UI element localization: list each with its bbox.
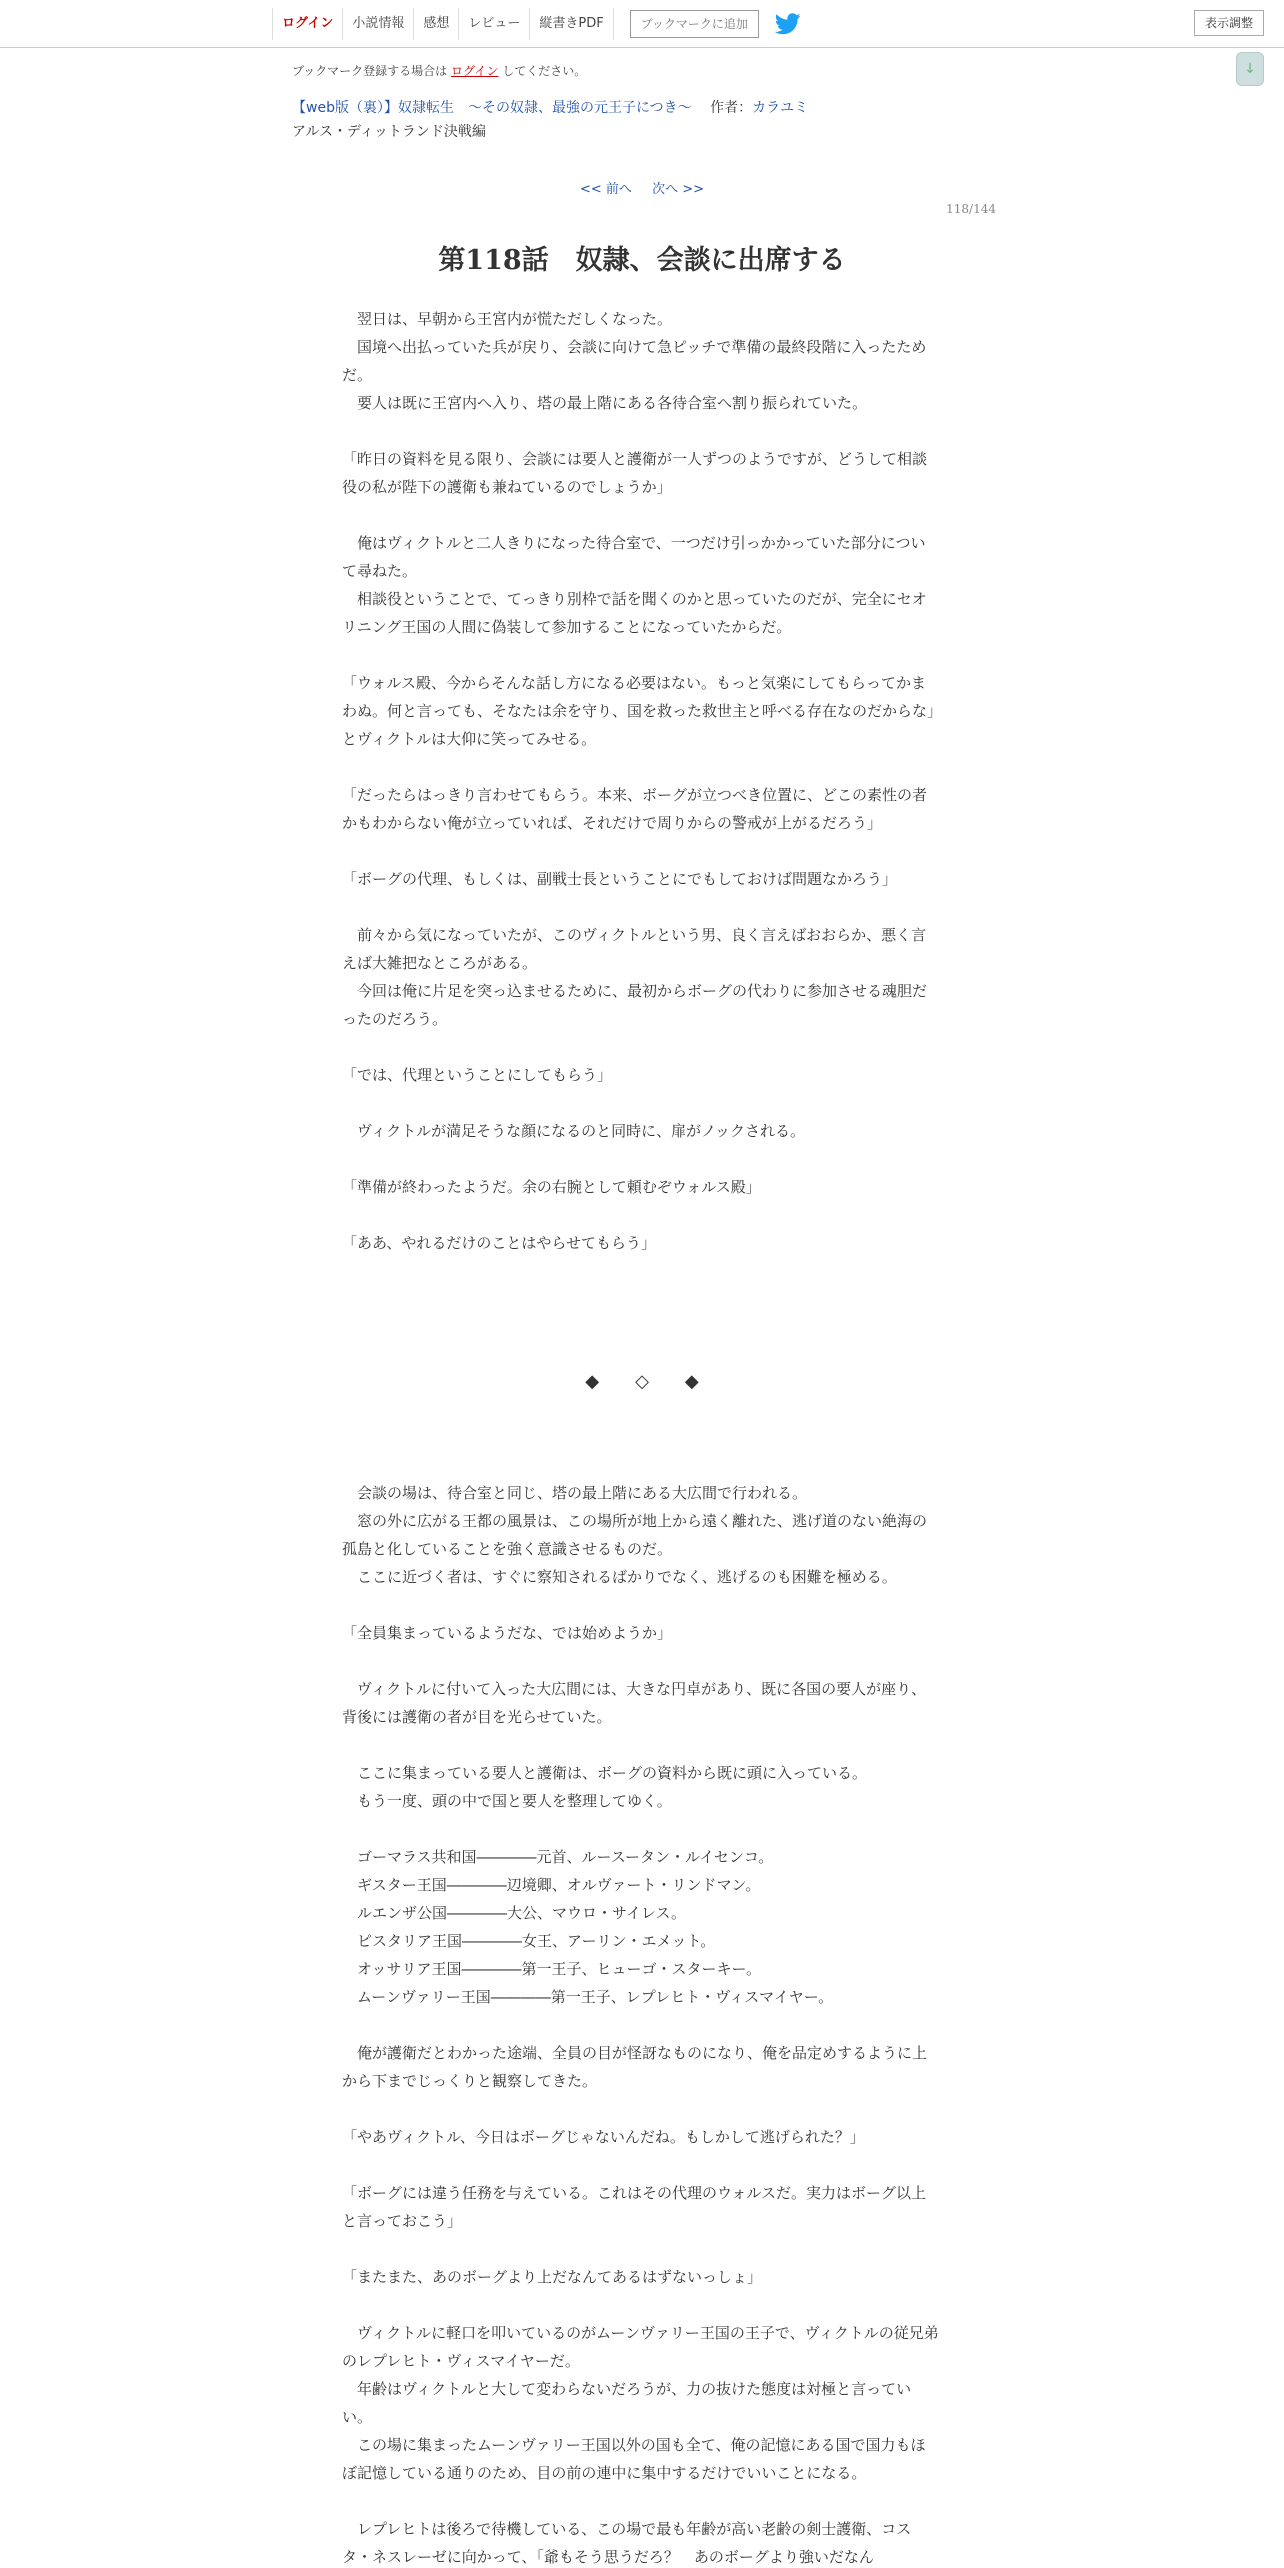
body-paragraph: 年齢はヴィクトルと大して変わらないだろうが、力の抜けた態度は対極と言っていい。 bbox=[342, 2380, 912, 2426]
author-label: 作者： bbox=[710, 100, 753, 116]
chapter-title: 第118話 奴隷、会談に出席する bbox=[438, 245, 846, 276]
body-paragraph: ヴィクトルに付いて入った大広間には、大きな円卓があり、既に各国の要人が座り、背後には護衛の者が目を光らせていた。 bbox=[342, 1680, 927, 1726]
body-paragraph bbox=[342, 2151, 940, 2179]
body-paragraph bbox=[342, 1033, 940, 1061]
body-paragraph bbox=[342, 1145, 940, 1173]
novel-info-link[interactable]: 小説情報 bbox=[342, 8, 413, 40]
body-paragraph bbox=[342, 501, 940, 529]
body-paragraph bbox=[342, 1201, 940, 1229]
login-notice-link[interactable]: ログイン bbox=[451, 64, 499, 78]
body-paragraph: 「ボーグには違う任務を与えている。これはその代理のウォルスだ。実力はボーグ以上と言っておこう」 bbox=[342, 2184, 926, 2230]
body-paragraph bbox=[342, 2235, 940, 2263]
body-paragraph: ムーンヴァリー王国――――第一王子、レプレヒト・ヴィスマイヤー。 bbox=[342, 1988, 834, 2006]
body-paragraph: 俺はヴィクトルと二人きりになった待合室で、一つだけ引っかかっていた部分について尋ねた。 bbox=[342, 534, 926, 580]
body-paragraph: 「全員集まっているようだな、では始めようか」 bbox=[342, 1624, 673, 1642]
body-paragraph: 「準備が終わったようだ。余の右腕として頼むぞウォルス殿」 bbox=[342, 1178, 761, 1196]
body-paragraph: 「昨日の資料を見る限り、会談には要人と護衛が一人ずつのようですが、どうして相談役の私が陛下の護衛も兼ねているのでしょうか」 bbox=[342, 450, 928, 496]
body-paragraph bbox=[342, 837, 940, 865]
body-paragraph: 前々から気になっていたが、このヴィクトルという男、良く言えばおおらか、悪く言えば大雑把なところがある。 bbox=[342, 926, 927, 972]
body-paragraph bbox=[342, 893, 940, 921]
login-notice bbox=[292, 62, 586, 79]
scene-break: ◆ ◇ ◆ bbox=[585, 1371, 699, 1392]
body-paragraph: 「またまた、あのボーグより上だなんてあるはずないっしょ」 bbox=[342, 2268, 763, 2286]
login-notice-suffix: してください。 bbox=[502, 64, 587, 78]
top-nav bbox=[272, 8, 801, 40]
body-paragraph: もう一度、頭の中で国と要人を整理してゆく。 bbox=[342, 1792, 672, 1810]
login-notice-prefix: ブックマーク登録する場合は bbox=[292, 64, 448, 78]
body-paragraph: 翌日は、早朝から王宮内が慌ただしくなった。 bbox=[342, 310, 673, 328]
next-link[interactable]: 次へ >> bbox=[652, 182, 704, 197]
body-paragraph: レプレヒトは後ろで待機している、この場で最も年齢が高い老齢の剣士護衛、コスタ・ネスレーゼに向かって、「爺もそう思うだろ？ あのボーグより強いだなん bbox=[342, 2520, 912, 2566]
body-paragraph: 相談役ということで、てっきり別枠で話を聞くのかと思っていたのだが、完全にセオリニング王国の人間に偽装して参加することになっていたからだ。 bbox=[342, 590, 927, 636]
login-link[interactable]: ログイン bbox=[272, 8, 342, 40]
body-paragraph bbox=[342, 2487, 940, 2515]
body-paragraph: この場に集まったムーンヴァリー王国以外の国も全て、俺の記憶にある国で国力もほぼ記憶している通りのため、目の前の連中に集中するだけでいいことになる。 bbox=[342, 2436, 926, 2482]
body-paragraph bbox=[342, 2291, 940, 2319]
impressions-link[interactable]: 感想 bbox=[413, 8, 458, 40]
body-paragraph: ルエンザ公国――――大公、マウロ・サイレス。 bbox=[342, 1904, 686, 1922]
body-paragraph: ここに近づく者は、すぐに察知されるばかりでなく、逃げるのも困難を極める。 bbox=[342, 1568, 897, 1586]
body-paragraph: 国境へ出払っていた兵が戻り、会談に向けて急ピッチで準備の最終段階に入ったためだ。 bbox=[342, 338, 927, 384]
body-paragraph bbox=[342, 753, 940, 781]
body-paragraph: ギスター王国――――辺境卿、オルヴァート・リンドマン。 bbox=[342, 1876, 761, 1894]
body-paragraph bbox=[342, 641, 940, 669]
top-header bbox=[0, 0, 1284, 48]
body-paragraph: オッサリア王国――――第一王子、ヒューゴ・スターキー。 bbox=[342, 1960, 761, 1978]
scroll-down-button[interactable]: ↓ bbox=[1236, 52, 1264, 86]
body-paragraph bbox=[342, 2095, 940, 2123]
body-paragraph bbox=[342, 2011, 940, 2039]
body-paragraph: ヴィクトルが満足そうな顔になるのと同時に、扉がノックされる。 bbox=[342, 1122, 806, 1140]
page-count: 118/144 bbox=[946, 202, 996, 216]
body-paragraph: 会談の場は、待合室と同じ、塔の最上階にある大広間で行われる。 bbox=[342, 1484, 808, 1502]
pager bbox=[0, 178, 1284, 197]
body-paragraph: 俺が護衛だとわかった途端、全員の目が怪訝なものになり、俺を品定めするように上から下までじっくりと観察してきた。 bbox=[342, 2044, 928, 2090]
body-paragraph: 窓の外に広がる王都の風景は、この場所が地上から遠く離れた、逃げ道のない絶海の孤島と化していることを強く意識させるものだ。 bbox=[342, 1512, 928, 1558]
body-paragraph bbox=[342, 417, 940, 445]
body-paragraph: 「ウォルス殿、今からそんな話し方になる必要はない。もっと気楽にしてもらってかまわぬ。何と言っても、そなたは余を守り、国を救った救世主と呼べる存在なのだからな」とヴィクトルは大仰に笑ってみせる。 bbox=[342, 674, 935, 748]
body-paragraph: 「では、代理ということにしてもらう」 bbox=[342, 1066, 613, 1084]
body-paragraph: ここに集まっている要人と護衛は、ボーグの資料から既に頭に入っている。 bbox=[342, 1764, 868, 1782]
body-paragraph bbox=[342, 1591, 940, 1619]
display-settings-button[interactable]: 表示調整 bbox=[1194, 10, 1264, 36]
body-paragraph bbox=[342, 1089, 940, 1117]
body-paragraph: 「ボーグの代理、もしくは、副戦士長ということにでもしておけば問題なかろう」 bbox=[342, 870, 898, 888]
body-paragraph: 要人は既に王宮内へ入り、塔の最上階にある各待合室へ割り振られていた。 bbox=[342, 394, 868, 412]
review-link[interactable]: レビュー bbox=[458, 8, 529, 40]
series-line bbox=[292, 97, 808, 117]
body-paragraph bbox=[342, 1647, 940, 1675]
novel-body-2 bbox=[342, 1479, 940, 2568]
body-paragraph: ピスタリア王国――――女王、アーリン・エメット。 bbox=[342, 1932, 716, 1950]
body-paragraph: 今回は俺に片足を突っ込ませるために、最初からボーグの代わりに参加させる魂胆だったのだろう。 bbox=[342, 982, 928, 1028]
chapter-group-title: アルス・ディットランド決戦編 bbox=[292, 124, 486, 140]
add-bookmark-button[interactable]: ブックマークに追加 bbox=[630, 10, 759, 38]
body-paragraph: ゴーマラス共和国――――元首、ルースータン・ルイセンコ。 bbox=[342, 1848, 774, 1866]
series-title-link[interactable]: 【web版（裏）】奴隷転生 ～その奴隷、最強の元王子につき～ bbox=[292, 100, 692, 116]
body-paragraph: 「やあヴィクトル、今日はボーグじゃないんだね。もしかして逃げられた？」 bbox=[342, 2128, 865, 2146]
body-paragraph: 「ああ、やれるだけのことはやらせてもらう」 bbox=[342, 1234, 656, 1252]
prev-link[interactable]: << 前へ bbox=[580, 182, 632, 197]
body-paragraph bbox=[342, 1815, 940, 1843]
body-paragraph bbox=[342, 1731, 940, 1759]
body-paragraph: ヴィクトルに軽口を叩いているのがムーンヴァリー王国の王子で、ヴィクトルの従兄弟のレプレヒト・ヴィスマイヤーだ。 bbox=[342, 2324, 939, 2370]
body-paragraph: 「だったらはっきり言わせてもらう。本来、ボーグが立つべき位置に、どこの素性の者かもわからない俺が立っていれば、それだけで周りからの警戒が上がるだろう」 bbox=[342, 786, 928, 832]
twitter-icon[interactable] bbox=[775, 13, 801, 35]
author-link[interactable]: カラユミ bbox=[752, 100, 809, 116]
vertical-pdf-link[interactable]: 縦書きPDF bbox=[529, 8, 613, 40]
novel-body bbox=[342, 305, 940, 1257]
